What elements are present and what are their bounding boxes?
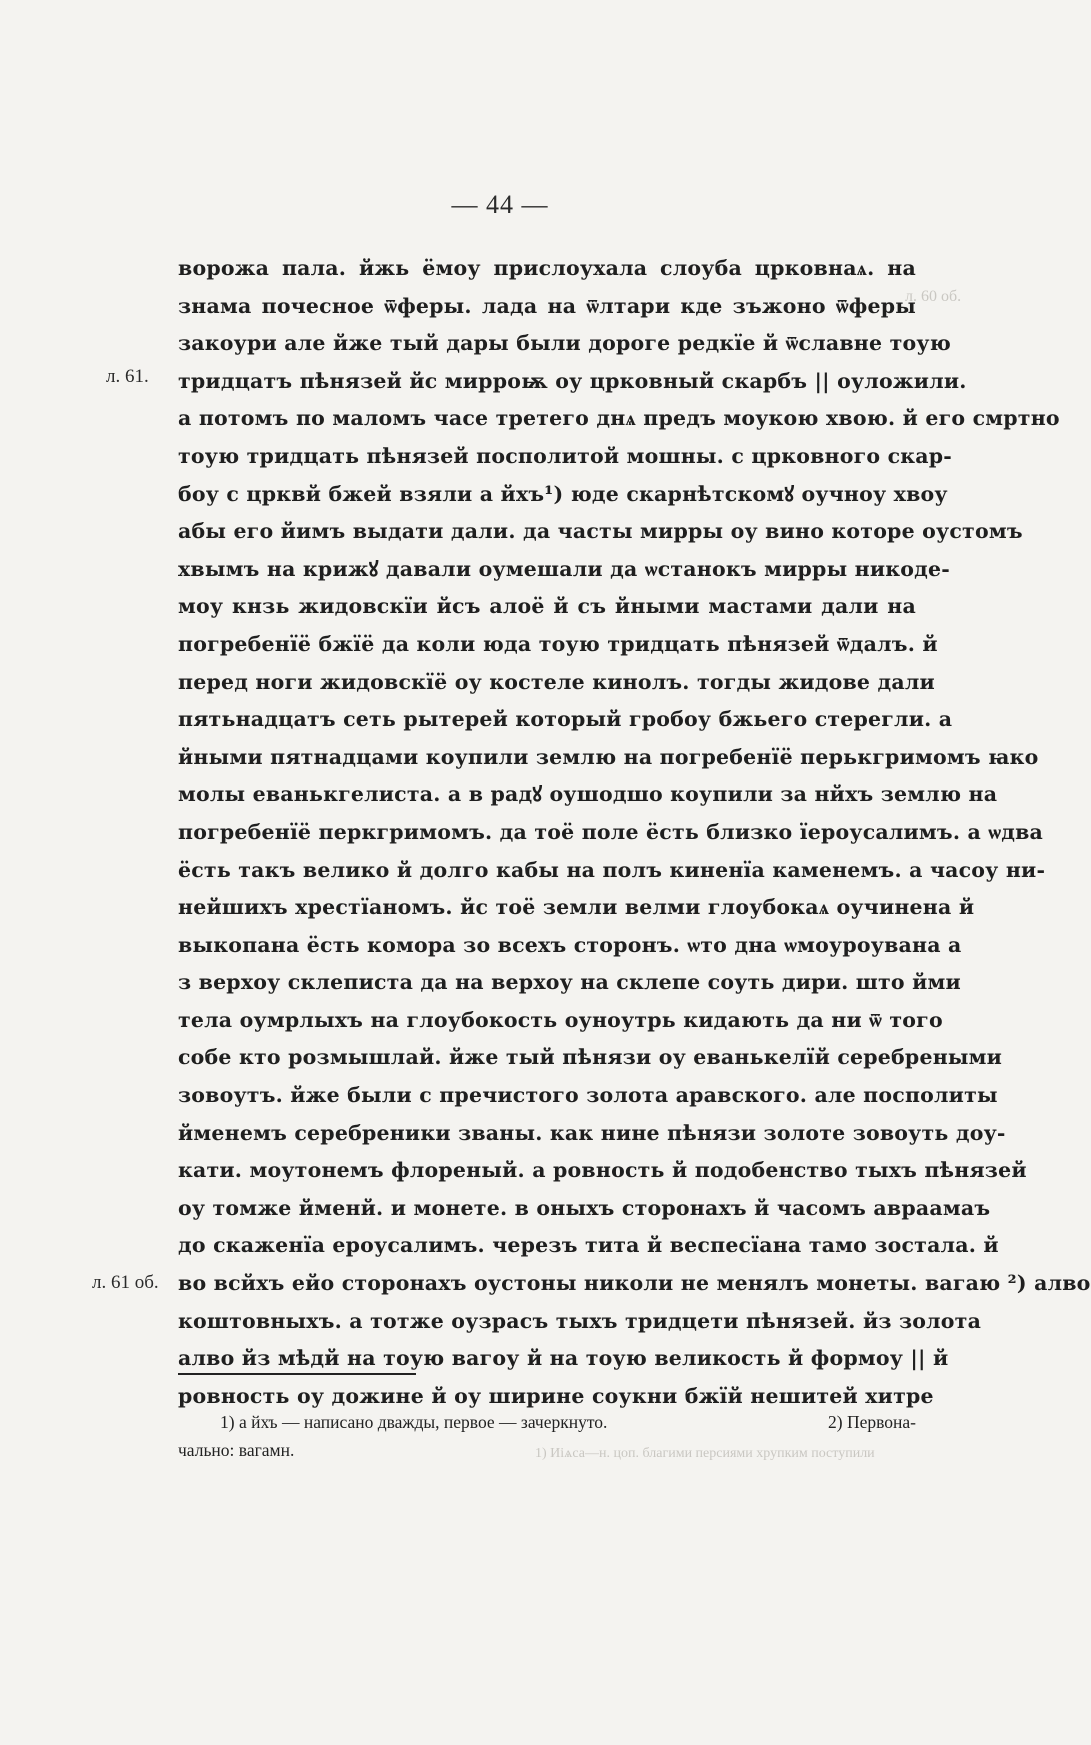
footnote-1-text: 1) а йхъ — написано дважды, первое — зачеркнуто. xyxy=(220,1412,608,1432)
page-number: — 44 — xyxy=(451,190,549,219)
text-line: выкопана ёсть комора зо всехъ сторонъ. ѡто дна ѡмоуроувана а xyxy=(178,932,962,957)
text-line: з верхоу склеписта да на верхоу на склепе соуть дири. што йми xyxy=(178,970,961,995)
text-line: погребенїё бжїё да коли юда тоую тридцать пѣнязей ѿдалъ. й xyxy=(178,631,938,656)
text-line: собе кто розмышлай. йже тый пѣнязи оу еванькелїй серебреными xyxy=(178,1045,1003,1070)
text-line: боу с црквй бжей взяли а йхъ¹) юде скарнѣтскомꙋ оучноу хвоу xyxy=(178,481,948,506)
text-line: тоую тридцать пѣнязей посполитой мошны. с црковного скар- xyxy=(178,443,953,468)
text-line: тела оумрлыхъ на глоубокость оуноутрь кидають да ни ѿ того xyxy=(178,1007,943,1032)
text-line: нейшихъ хрестїаномъ. йс тоё земли велми глоубокаѧ оучинена й xyxy=(178,895,975,920)
text-line: зовоутъ. йже были с пречистого золота аравского. але посполиты xyxy=(178,1083,998,1108)
bleed-through-top-right: л. 60 об. xyxy=(905,288,962,305)
footnote-rule xyxy=(178,1373,416,1375)
text-line: коштовныхъ. а тотже оузрасъ тыхъ тридцети пѣнязей. йз золота xyxy=(178,1308,982,1333)
text-line: знама почесное ѿферы. лада на ѿлтари кде зъжоно ѿферы xyxy=(178,293,916,318)
footnote-2-continuation: чально: вагамн. xyxy=(178,1440,295,1460)
text-line: молы еванькгелиста. а в радꙋ оушодшо коупили за нйхъ землю на xyxy=(178,782,998,807)
text-line: перед ноги жидовскїё оу костеле кинолъ. тогды жидове дали xyxy=(178,669,935,694)
margin-note-folio-61: л. 61. xyxy=(106,366,149,387)
footnote-1 xyxy=(178,1412,916,1433)
text-line: ёсть такъ велико й долго кабы на полъ киненїа каменемъ. а часоу ни- xyxy=(178,857,1046,882)
text-line: хвымъ на крижꙋ давали оумешали да ѡстанокъ мирры никоде- xyxy=(178,556,950,581)
text-line: ворожа пала. йжь ёмоу прислоухала слоуба црковнаѧ. на xyxy=(178,256,916,280)
text-line: а потомъ по маломъ часе третего днѧ предъ моукою хвою. й его смртно xyxy=(178,406,1060,431)
text-line: тридцатъ пѣнязей йс мирроѭ оу црковный скарбъ || оуложили. xyxy=(178,368,967,393)
text-line: ровность оу дожине й оу ширине соукни бжїй нешитей хитре xyxy=(178,1383,934,1408)
text-line: до скаженїа ероусалимъ. черезъ тита й веспесїана тамо зостала. й xyxy=(178,1233,999,1258)
text-line: йными пятнадцами коупили землю на погребенїё перькгримомъ ꙗко xyxy=(178,744,1039,769)
text-line: погребенїё перкгримомъ. да тоё поле ёсть близко їероусалимъ. а ѡдва xyxy=(178,819,1044,844)
text-line: во всйхъ ейо сторонахъ оустоны николи не менялъ монеты. вагаю ²) алво xyxy=(178,1271,1091,1296)
footnote-2-start: 2) Первона- xyxy=(828,1412,916,1432)
text-line: абы его йимъ выдати дали. да часты мирры оу вино которе оустомъ xyxy=(178,519,1023,544)
text-line: йменемъ серебреники званы. как нине пѣнязи золоте зовоуть доу- xyxy=(178,1120,1006,1145)
text-line: оу томже йменй. и монете. в оныхъ сторонахъ й часомъ авраамаъ xyxy=(178,1195,991,1220)
text-line: алво йз мѣдй на тоую вагоу й на тоую великость й формоу || й xyxy=(178,1346,949,1371)
text-line: закоури але йже тый дары были дороге редкїе й ѿславне тоую xyxy=(178,331,951,356)
text-line: кати. моутонемъ флореный. а ровность й подобенство тыхъ пѣнязей xyxy=(178,1158,1027,1183)
margin-note-folio-61-ob: л. 61 об. xyxy=(92,1272,159,1293)
text-line: пятьнадцатъ сеть рытерей который гробоу бжьего стерегли. а xyxy=(178,707,953,732)
bleed-through-bottom: 1) Иіѧса—н. цоп. благими персиями хрупким поступили xyxy=(535,1446,875,1461)
text-line: моу кнзь жидовскїи йсъ алоё й съ йными мастами дали на xyxy=(178,594,916,619)
